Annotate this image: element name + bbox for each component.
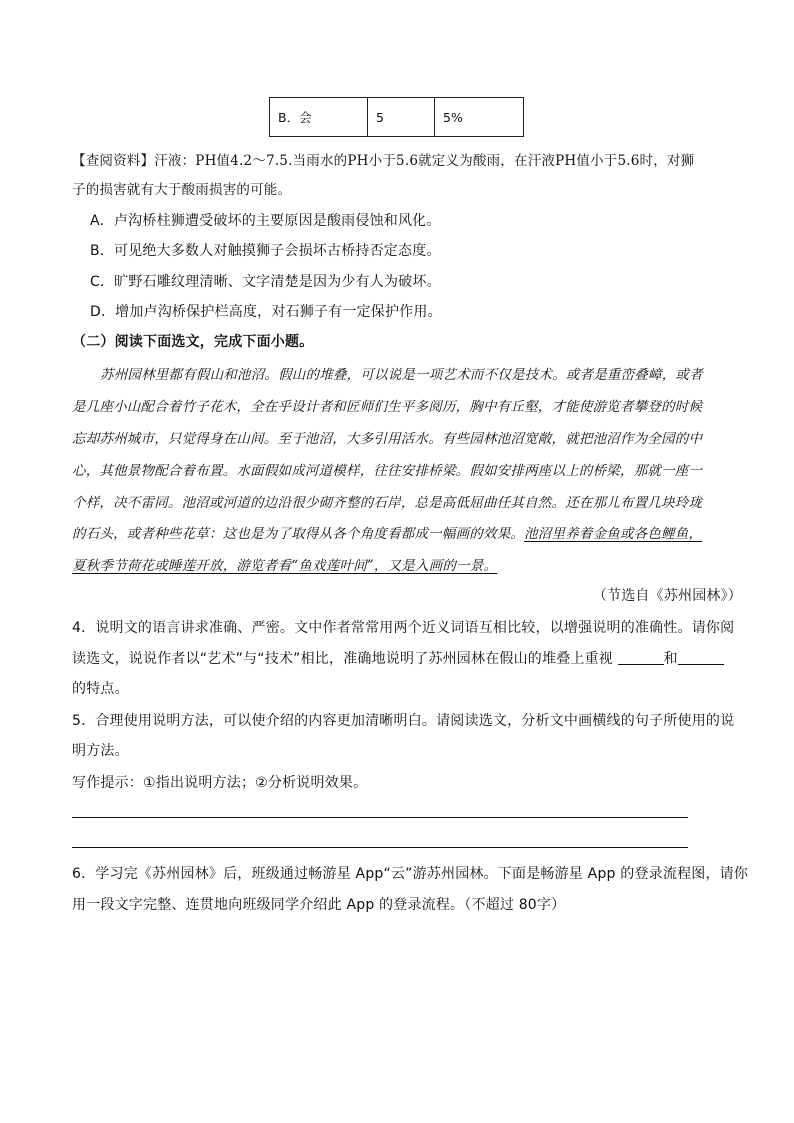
question-4-line-1: 4．说明文的语言讲求准确、严密。文中作者常常用两个近义词语互相比较，以增强说明的准确性。请你阅 (72, 620, 735, 636)
reference-material-line-2: 子的损害就有大于酸雨损害的可能。 (72, 182, 292, 198)
passage-line-1: 苏州园林里都有假山和池沼。假山的堆叠，可以说是一项艺术而不仅是技术。或者是重峦叠嶂，或者 (100, 367, 703, 383)
passage-line-2: 是几座小山配合着竹子花木，全在乎设计者和匠师们生平多阅历，胸中有丘壑，才能使游览者攀登的时候 (72, 399, 703, 415)
table-cell-percent: 5% (434, 97, 524, 137)
underlined-sentence-part-2: 夏秋季节荷花或睡莲开放，游览者看“鱼戏莲叶间”，又是入画的一景。 (72, 558, 498, 574)
answer-line-2[interactable] (72, 847, 688, 848)
passage-source: （节选自《苏州园林》） (592, 588, 742, 604)
passage-line-5: 个样，决不雷同。池沼或河道的边沿很少砌齐整的石岸，总是高低屈曲任其自然。还在那儿布置几块玲珑 (72, 495, 703, 511)
option-a: A．卢沟桥柱狮遭受破坏的主要原因是酸雨侵蚀和风化。 (90, 213, 441, 229)
question-4-line-2 (72, 648, 724, 668)
question-6-line-1: 6．学习完《苏州园林》后，班级通过畅游星 App“云”游苏州园林。下面是畅游星 App 的登录流程图，请你 (72, 866, 749, 882)
question-5-line-2: 明方法。 (72, 743, 129, 759)
option-b: B．可见绝大多数人对触摸狮子会损坏古桥持否定态度。 (90, 243, 441, 259)
question-5-hint: 写作提示：①指出说明方法；②分析说明效果。 (72, 775, 368, 791)
option-d: D．增加卢沟桥保护栏高度，对石狮子有一定保护作用。 (90, 304, 442, 320)
option-c: C．旷野石雕纹理清晰、文字清楚是因为少有人为破坏。 (90, 274, 441, 290)
reference-material-line-1: 【查阅资料】汗液：PH值4.2～7.5.当雨水的PH小于5.6就定义为酸雨，在汗液PH值小于5.6时，对狮 (72, 153, 695, 169)
table-cell-count: 5 (367, 97, 435, 137)
question-4-line-3: 的特点。 (72, 681, 129, 697)
answer-line-1[interactable] (72, 817, 688, 818)
answer-blank-1[interactable] (618, 650, 664, 665)
passage-line-4: 心，其他景物配合着布置。水面假如成河道模样，往往安排桥梁。假如安排两座以上的桥梁，那就一座一 (72, 463, 703, 479)
question-4-text: 读选文，说说作者以“艺术”与“技术”相比，准确地说明了苏州园林在假山的堆叠上重视 (72, 651, 614, 667)
passage-line-6-text: 的石头，或者种些花草：这也是为了取得从各个角度看都成一幅画的效果。 (72, 526, 525, 542)
passage-line-6 (72, 522, 702, 542)
answer-blank-2[interactable] (678, 650, 724, 665)
table-cell-option: B．会 (269, 97, 368, 137)
underlined-sentence-part-1: 池沼里养着金鱼或各色鲤鱼， (524, 526, 703, 542)
passage-line-3: 忘却苏州城市，只觉得身在山间。至于池沼，大多引用活水。有些园林池沼宽敞，就把池沼作为全园的中 (72, 431, 703, 447)
question-4-conjunction: 和 (663, 651, 678, 667)
section-heading: （二）阅读下面选文，完成下面小题。 (72, 334, 314, 350)
question-6-line-2: 用一段文字完整、连贯地向班级同学介绍此 App 的登录流程。（不超过 80字） (72, 897, 566, 913)
question-5-line-1: 5．合理使用说明方法，可以使介绍的内容更加清晰明白。请阅读选文，分析文中画横线的句子所使用的说 (72, 713, 735, 729)
